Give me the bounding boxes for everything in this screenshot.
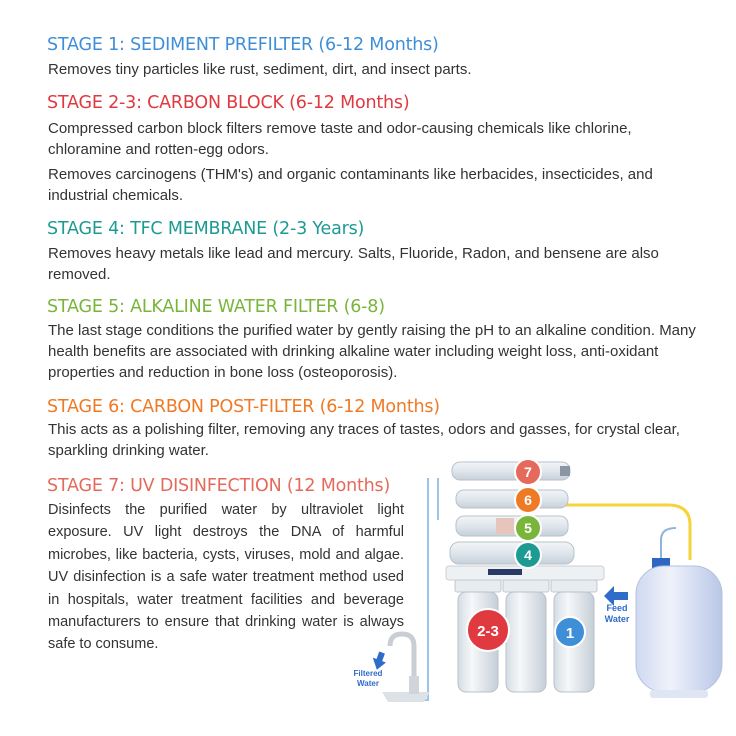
- faucet: [382, 634, 430, 702]
- stage-4-description: Removes heavy metals like lead and mercury. Salts, Fluoride, Radon, and bensene are also removed.: [48, 245, 659, 283]
- badge-stage-1: [555, 617, 585, 647]
- stage-5-title: STAGE 5: ALKALINE WATER FILTER (6-8): [47, 297, 385, 317]
- svg-text:Water: Water: [357, 679, 379, 688]
- stage-5-description: The last stage conditions the purified water by gently raising the pH to an alkaline condition. Many health benefits are associated with drinking alkaline water including weight loss, anti-oxidant properties and reduction in bone loss (osteoporosis).: [48, 322, 696, 381]
- canister-3: [503, 580, 549, 692]
- svg-text:6: 6: [524, 492, 532, 508]
- svg-text:Filtered: Filtered: [353, 669, 383, 678]
- inline-filter-7: [452, 462, 570, 480]
- svg-text:5: 5: [524, 520, 532, 536]
- feed-water-arrow: [604, 586, 630, 624]
- stage-4-title: STAGE 4: TFC MEMBRANE (2-3 Years): [47, 219, 365, 239]
- svg-text:1: 1: [565, 625, 575, 642]
- stage-2-3-description-2: Removes carcinogens (THM's) and organic contaminants like herbacides, insecticides, and industrial chemicals.: [48, 166, 653, 204]
- badge-stage-4: [515, 542, 541, 568]
- stage-6-description: This acts as a polishing filter, removing any traces of tastes, odors and gasses, for crystal clear, sparkling drinking water.: [48, 421, 680, 459]
- badge-stage-6: [515, 487, 541, 513]
- filtered-water-label: [354, 650, 389, 688]
- svg-text:7: 7: [524, 464, 532, 480]
- inline-filter-6: [456, 490, 568, 508]
- output-line: [420, 478, 428, 700]
- membrane-housing-4: [450, 542, 574, 564]
- stage-2-3-description-1: Compressed carbon block filters remove taste and odor-causing chemicals like chlorine, chloramine and rotten-egg odors.: [48, 120, 632, 158]
- inline-filter-5: [456, 516, 568, 536]
- svg-text:Feed: Feed: [606, 603, 628, 613]
- svg-text:Water: Water: [604, 614, 630, 624]
- stage-1-description: Removes tiny particles like rust, sediment, dirt, and insect parts.: [48, 61, 472, 78]
- stage-7-description: Disinfects the purified water by ultraviolet light exposure. UV light destroys the DNA of harmful microbes, like bacteria, cysts, viruses, mold and algae. UV disinfection is a safe water treatment method used in hospitals, water treatment facilities and beverage manufacturers to ensure that drinking water is always safe to consume.: [48, 502, 404, 653]
- stage-6-title: STAGE 6: CARBON POST-FILTER (6-12 Months): [47, 397, 440, 417]
- svg-text:2-3: 2-3: [477, 623, 499, 640]
- storage-tank: [636, 558, 722, 698]
- badge-stage-5: [515, 515, 541, 541]
- svg-text:4: 4: [524, 547, 532, 563]
- badge-stage-7: [515, 459, 541, 485]
- stage-1-title: STAGE 1: SEDIMENT PREFILTER (6-12 Months): [47, 35, 439, 55]
- badge-stage-2-3: [467, 609, 509, 651]
- stage-2-3-title: STAGE 2-3: CARBON BLOCK (6-12 Months): [47, 93, 410, 113]
- stage-7-title: STAGE 7: UV DISINFECTION (12 Months): [47, 476, 391, 496]
